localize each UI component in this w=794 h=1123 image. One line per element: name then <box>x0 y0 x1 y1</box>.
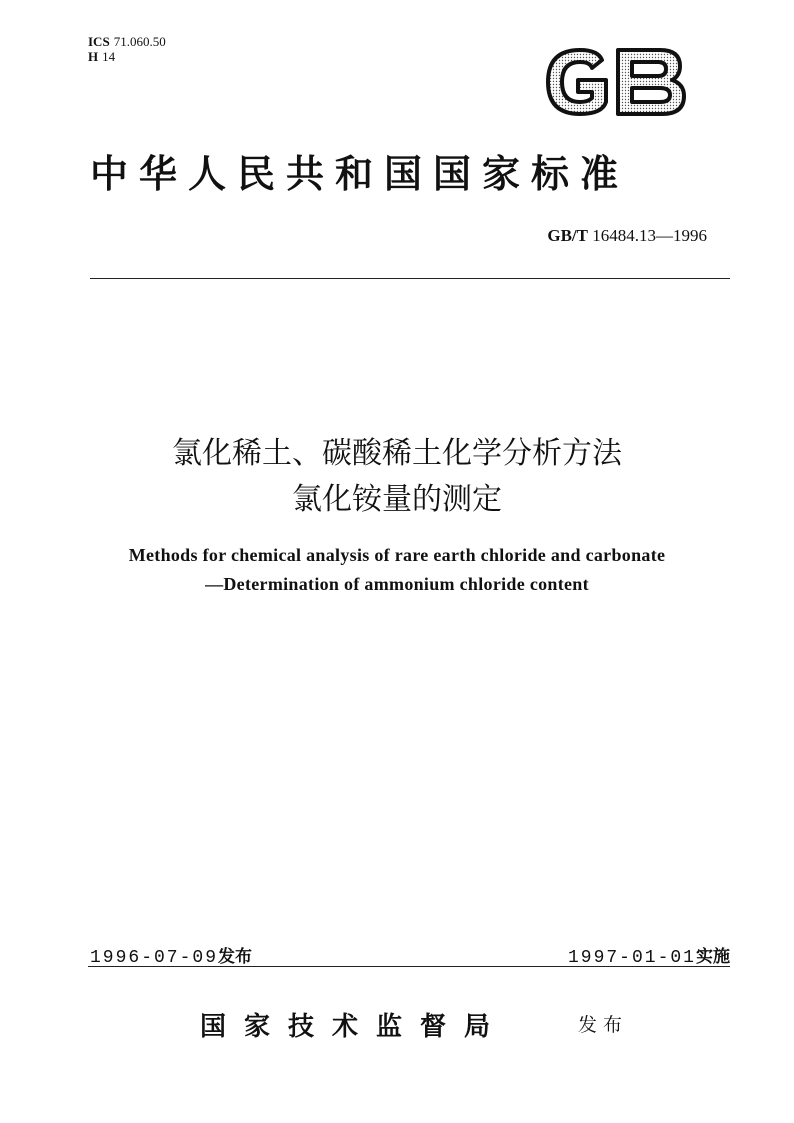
ics-label: ICS <box>88 34 110 49</box>
issue-date-block <box>90 942 252 968</box>
effective-date-block <box>568 942 730 968</box>
title-cn-line2: 氯化铵量的测定 <box>292 482 502 517</box>
bottom-divider <box>88 966 730 967</box>
effective-date-label: 实施 <box>696 947 730 967</box>
top-divider <box>90 278 730 279</box>
ics-line <box>88 34 166 49</box>
title-cn-line1: 氯化稀土、碳酸稀土化学分析方法 <box>172 436 622 471</box>
issuing-authority: 国家技术监督局 <box>200 1012 509 1042</box>
issuer-action: 发布 <box>578 1014 629 1036</box>
standard-prefix: GB/T <box>547 226 588 245</box>
issue-date: 1996-07-09 <box>90 948 219 968</box>
ccs-label: H <box>88 49 99 64</box>
ccs-code: 14 <box>102 49 116 64</box>
ccs-line <box>88 49 166 64</box>
gb-logo-icon <box>540 44 688 120</box>
effective-date: 1997-01-01 <box>567 948 696 968</box>
standard-code: 16484.13—1996 <box>592 226 707 245</box>
issue-date-label: 发布 <box>218 947 253 967</box>
ics-code: 71.060.50 <box>113 34 166 49</box>
standard-number <box>470 226 707 246</box>
standard-type-heading: 中华人民共和国国家标准 <box>90 151 630 196</box>
title-en-line1: Methods for chemical analysis of rare earth chloride and carbonate <box>128 545 666 565</box>
title-en-line2: —Determination of ammonium chloride content <box>205 574 589 594</box>
classification-codes <box>88 34 166 64</box>
